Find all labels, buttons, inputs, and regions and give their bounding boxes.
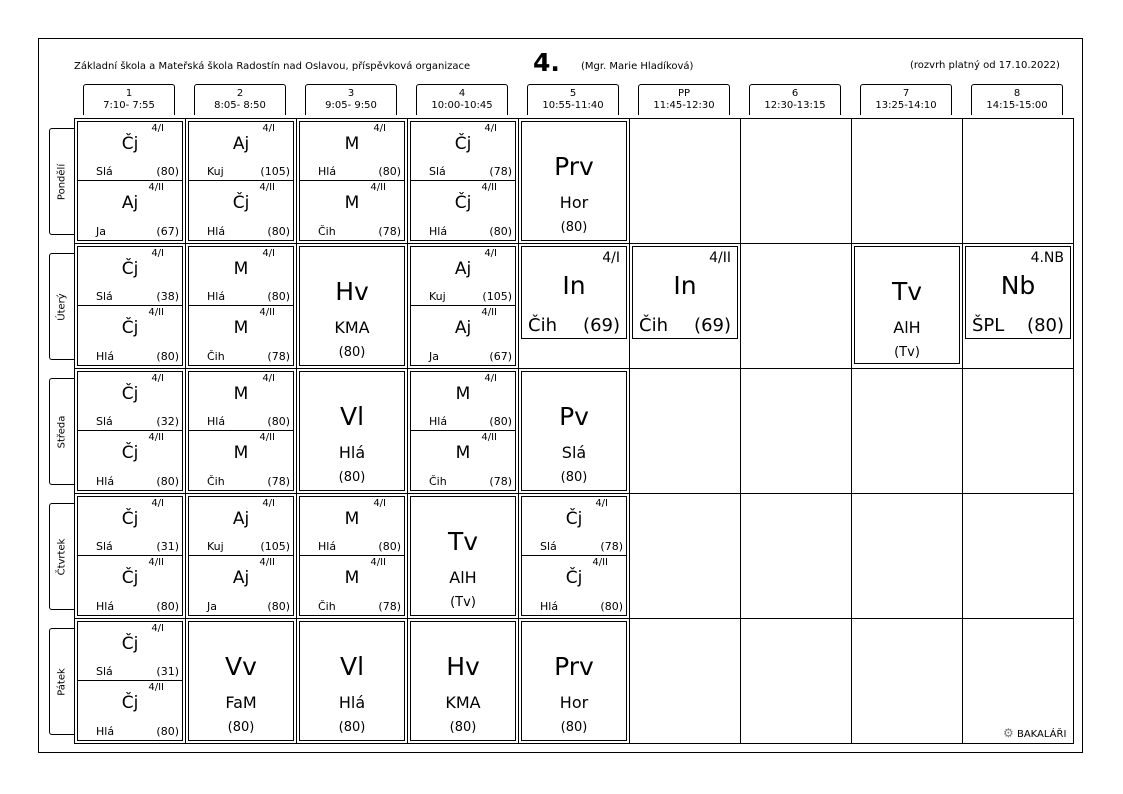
- subject: Hv: [446, 652, 480, 681]
- lesson-group-1[interactable]: [78, 247, 182, 306]
- room: (80): [267, 225, 290, 238]
- subject: Čj: [121, 634, 139, 654]
- gear-icon: ⚙: [1003, 726, 1014, 740]
- lesson-group-1[interactable]: [78, 122, 182, 181]
- room: (Tv): [450, 595, 476, 610]
- lesson-group-2[interactable]: [189, 431, 293, 490]
- lesson-group-2[interactable]: [411, 306, 515, 365]
- lesson-group-2[interactable]: [411, 431, 515, 490]
- subject: Aj: [454, 318, 472, 338]
- lesson-group-1[interactable]: [189, 372, 293, 431]
- group-label: 4/II: [259, 432, 275, 443]
- day-name: Pondělí: [56, 163, 68, 200]
- teacher: ŠPL: [972, 315, 1005, 336]
- group-label: 4/II: [148, 432, 164, 443]
- teacher: Hlá: [429, 225, 448, 238]
- group-label: 4/II: [259, 307, 275, 318]
- period-number: PP: [677, 88, 691, 99]
- group-label: 4/I: [595, 498, 608, 509]
- lesson-group-1[interactable]: [522, 497, 626, 556]
- teacher: Hor: [559, 193, 589, 212]
- group-label: 4/I: [151, 373, 164, 384]
- subject: Čj: [121, 134, 139, 154]
- lesson-group-1[interactable]: [411, 122, 515, 181]
- teacher: Hlá: [318, 165, 337, 178]
- teacher: AlH: [449, 568, 477, 587]
- subject: Aj: [454, 259, 472, 279]
- lesson-group-1[interactable]: [78, 622, 182, 681]
- teacher: Hlá: [96, 600, 115, 613]
- group-label: 4/I: [602, 250, 620, 266]
- group-label: 4/II: [259, 557, 275, 568]
- day-label-4: [49, 503, 74, 610]
- period-time: 14:15-15:00: [986, 100, 1048, 111]
- lesson-cell[interactable]: [410, 246, 516, 366]
- subject: M: [344, 568, 360, 588]
- day-label-5: [49, 628, 74, 735]
- subject: Čj: [454, 193, 472, 213]
- lesson-cell[interactable]: [410, 621, 516, 741]
- teacher: Slá: [96, 665, 113, 678]
- teacher: Slá: [561, 443, 587, 462]
- grid-line-vertical: [407, 118, 408, 743]
- lesson-cell[interactable]: [299, 496, 405, 616]
- grid-line-vertical: [1073, 118, 1074, 743]
- room: (80): [378, 165, 401, 178]
- teacher: Hor: [559, 693, 589, 712]
- teacher: Hlá: [207, 225, 226, 238]
- room: (78): [489, 475, 512, 488]
- teacher: Čih: [207, 475, 225, 488]
- grid-line-horizontal: [74, 368, 1074, 369]
- period-header-7: [860, 84, 952, 115]
- group-label: 4/I: [262, 123, 275, 134]
- class-teacher: (Mgr. Marie Hladíková): [581, 61, 694, 72]
- lesson-group-1[interactable]: [189, 247, 293, 306]
- subject: M: [233, 443, 249, 463]
- room: (78): [489, 165, 512, 178]
- lesson-cell[interactable]: [77, 496, 183, 616]
- subject: Tv: [891, 277, 923, 306]
- grid-line-vertical: [296, 118, 297, 743]
- lesson-cell[interactable]: [632, 246, 738, 339]
- lesson-cell[interactable]: [188, 246, 294, 366]
- room: (80): [489, 415, 512, 428]
- room: (32): [156, 415, 179, 428]
- grid-line-vertical: [629, 118, 630, 743]
- grid-line-vertical: [74, 118, 75, 743]
- room: (105): [260, 540, 290, 553]
- teacher: Hlá: [540, 600, 559, 613]
- subject: Vv: [225, 652, 257, 681]
- period-time: 12:30-13:15: [764, 100, 826, 111]
- teacher: Slá: [540, 540, 557, 553]
- group-label: 4/I: [262, 373, 275, 384]
- validity-note: (rozvrh platný od 17.10.2022): [910, 60, 1060, 71]
- subject: Čj: [565, 568, 583, 588]
- teacher: KMA: [445, 693, 481, 712]
- teacher: Hlá: [96, 725, 115, 738]
- lesson-group-1[interactable]: [189, 122, 293, 181]
- teacher: Slá: [96, 415, 113, 428]
- room: (80): [156, 165, 179, 178]
- room: (78): [267, 475, 290, 488]
- group-label: 4/I: [151, 248, 164, 259]
- teacher: Hlá: [207, 415, 226, 428]
- lesson-group-2[interactable]: [300, 181, 404, 240]
- subject: Tv: [447, 527, 479, 556]
- subject: Prv: [554, 652, 594, 681]
- teacher: Čih: [528, 315, 557, 336]
- teacher: Slá: [96, 540, 113, 553]
- room: (80): [600, 600, 623, 613]
- room: (80): [378, 540, 401, 553]
- lesson-group-2[interactable]: [78, 556, 182, 615]
- subject: M: [344, 193, 360, 213]
- teacher: Slá: [96, 290, 113, 303]
- period-header-6: [749, 84, 841, 115]
- lesson-cell[interactable]: [299, 371, 405, 491]
- subject: Čj: [121, 384, 139, 404]
- lesson-group-2[interactable]: [522, 556, 626, 615]
- group-label: 4/II: [592, 557, 608, 568]
- teacher: Hlá: [96, 350, 115, 363]
- period-time: 13:25-14:10: [875, 100, 937, 111]
- room: (80): [1027, 315, 1064, 336]
- period-time: 11:45-12:30: [653, 100, 715, 111]
- teacher: KMA: [334, 318, 370, 337]
- teacher: Hlá: [318, 540, 337, 553]
- room: (69): [694, 315, 731, 336]
- logo-text: BAKALÁŘI: [1016, 729, 1067, 740]
- lesson-group-1[interactable]: [189, 497, 293, 556]
- subject: Aj: [232, 134, 250, 154]
- day-name: Čtvrtek: [56, 538, 68, 575]
- group-label: 4/I: [151, 498, 164, 509]
- period-time: 10:55-11:40: [542, 100, 604, 111]
- lesson-cell[interactable]: [299, 621, 405, 741]
- lesson-cell[interactable]: [521, 121, 627, 241]
- group-label: 4/I: [484, 373, 497, 384]
- lesson-cell[interactable]: [854, 246, 960, 364]
- day-name: Středa: [56, 415, 68, 448]
- teacher: Hlá: [338, 443, 366, 462]
- subject: Čj: [121, 568, 139, 588]
- lesson-group-1[interactable]: [411, 247, 515, 306]
- lesson-cell[interactable]: [188, 496, 294, 616]
- subject: M: [233, 259, 249, 279]
- teacher: Hlá: [96, 475, 115, 488]
- subject: Prv: [554, 152, 594, 181]
- lesson-group-2[interactable]: [300, 556, 404, 615]
- group-label: 4/I: [262, 498, 275, 509]
- group-label: 4/I: [373, 123, 386, 134]
- lesson-group-2[interactable]: [411, 181, 515, 240]
- subject: Čj: [121, 693, 139, 713]
- room: (78): [600, 540, 623, 553]
- subject: M: [233, 384, 249, 404]
- lesson-group-2[interactable]: [189, 556, 293, 615]
- lesson-cell[interactable]: [77, 371, 183, 491]
- subject: M: [344, 509, 360, 529]
- subject: Čj: [565, 509, 583, 529]
- teacher: Kuj: [429, 290, 446, 303]
- group-label: 4/I: [484, 248, 497, 259]
- day-name: Pátek: [56, 667, 68, 696]
- period-header-3: [305, 84, 397, 115]
- subject: In: [673, 271, 697, 300]
- room: (78): [267, 350, 290, 363]
- lesson-cell[interactable]: [521, 496, 627, 616]
- lesson-group-2[interactable]: [78, 181, 182, 240]
- period-number: 1: [125, 88, 133, 99]
- group-label: 4/II: [148, 557, 164, 568]
- teacher: Čih: [207, 350, 225, 363]
- period-number: 3: [347, 88, 355, 99]
- group-label: 4/II: [481, 432, 497, 443]
- subject: Aj: [121, 193, 139, 213]
- subject: Čj: [121, 509, 139, 529]
- teacher: Hlá: [338, 693, 366, 712]
- grid-line-horizontal: [74, 243, 1074, 244]
- lesson-group-1[interactable]: [300, 497, 404, 556]
- lesson-cell[interactable]: [410, 121, 516, 241]
- lesson-cell[interactable]: [77, 121, 183, 241]
- period-time: 9:05- 9:50: [325, 100, 377, 111]
- room: (80): [156, 350, 179, 363]
- period-header-1: [83, 84, 175, 115]
- room: (80): [227, 720, 255, 735]
- lesson-cell[interactable]: [410, 496, 516, 616]
- day-label-3: [49, 378, 74, 485]
- room: (105): [260, 165, 290, 178]
- grid-line-vertical: [185, 118, 186, 743]
- lesson-group-2[interactable]: [78, 431, 182, 490]
- room: (80): [156, 475, 179, 488]
- lesson-group-2[interactable]: [189, 181, 293, 240]
- subject: Čj: [232, 193, 250, 213]
- room: (78): [378, 225, 401, 238]
- teacher: Slá: [96, 165, 113, 178]
- lesson-group-1[interactable]: [78, 497, 182, 556]
- room: (80): [267, 415, 290, 428]
- room: (80): [560, 720, 588, 735]
- lesson-group-2[interactable]: [78, 306, 182, 365]
- teacher: AlH: [893, 318, 921, 337]
- subject: Aj: [232, 568, 250, 588]
- subject: M: [455, 443, 471, 463]
- room: (80): [560, 220, 588, 235]
- group-label: 4/I: [484, 123, 497, 134]
- subject: M: [344, 134, 360, 154]
- lesson-cell[interactable]: [299, 246, 405, 366]
- teacher: FaM: [225, 693, 257, 712]
- room: (80): [156, 600, 179, 613]
- grid-line-vertical: [962, 118, 963, 743]
- grid-line-horizontal: [74, 618, 1074, 619]
- lesson-cell[interactable]: [521, 246, 627, 339]
- day-label-2: [49, 253, 74, 360]
- group-label: 4/I: [151, 123, 164, 134]
- room: (67): [156, 225, 179, 238]
- lesson-cell[interactable]: [521, 621, 627, 741]
- teacher: Hlá: [207, 290, 226, 303]
- teacher: Čih: [318, 600, 336, 613]
- group-label: 4/II: [148, 307, 164, 318]
- group-label: 4/II: [481, 307, 497, 318]
- period-number: 4: [458, 88, 466, 99]
- teacher: Hlá: [429, 415, 448, 428]
- teacher: Slá: [429, 165, 446, 178]
- group-label: 4/II: [709, 250, 731, 266]
- grid-line-vertical: [851, 118, 852, 743]
- bakalari-logo: [1003, 726, 1066, 740]
- lesson-group-1[interactable]: [300, 122, 404, 181]
- teacher: Ja: [96, 225, 106, 238]
- subject: Vl: [339, 652, 365, 681]
- subject: Čj: [121, 443, 139, 463]
- class-title: 4.: [533, 48, 560, 77]
- period-time: 7:10- 7:55: [103, 100, 155, 111]
- subject: Čj: [454, 134, 472, 154]
- school-name: Základní škola a Mateřská škola Radostín nad Oslavou, příspěvková organizace: [74, 61, 471, 72]
- room: (31): [156, 540, 179, 553]
- room: (80): [489, 225, 512, 238]
- lesson-cell[interactable]: [965, 246, 1071, 339]
- room: (80): [338, 720, 366, 735]
- teacher: Kuj: [207, 165, 224, 178]
- room: (78): [378, 600, 401, 613]
- room: (80): [449, 720, 477, 735]
- subject: M: [233, 318, 249, 338]
- period-header-8: [971, 84, 1063, 115]
- grid-line-vertical: [518, 118, 519, 743]
- period-number: 7: [902, 88, 910, 99]
- room: (80): [267, 600, 290, 613]
- period-number: 5: [569, 88, 577, 99]
- period-header-2: [194, 84, 286, 115]
- lesson-group-1[interactable]: [78, 372, 182, 431]
- lesson-cell[interactable]: [188, 371, 294, 491]
- grid-line-vertical: [740, 118, 741, 743]
- lesson-cell[interactable]: [77, 246, 183, 366]
- group-label: 4/II: [148, 182, 164, 193]
- group-label: 4/II: [370, 182, 386, 193]
- room: (80): [560, 470, 588, 485]
- group-label: 4/II: [148, 682, 164, 693]
- lesson-cell[interactable]: [77, 621, 183, 741]
- group-label: 4.NB: [1030, 250, 1064, 266]
- teacher: Čih: [429, 475, 447, 488]
- day-name: Úterý: [56, 292, 68, 321]
- subject: Aj: [232, 509, 250, 529]
- subject: Vl: [339, 402, 365, 431]
- teacher: Čih: [318, 225, 336, 238]
- lesson-cell[interactable]: [299, 121, 405, 241]
- group-label: 4/II: [259, 182, 275, 193]
- lesson-cell[interactable]: [521, 371, 627, 491]
- subject: Pv: [559, 402, 589, 431]
- subject: Nb: [1000, 271, 1036, 300]
- room: (31): [156, 665, 179, 678]
- group-label: 4/II: [370, 557, 386, 568]
- period-time: 10:00-10:45: [431, 100, 493, 111]
- subject: In: [562, 271, 586, 300]
- room: (80): [156, 725, 179, 738]
- period-number: 2: [236, 88, 244, 99]
- grid-line-horizontal: [74, 743, 1074, 744]
- group-label: 4/I: [373, 498, 386, 509]
- subject: M: [455, 384, 471, 404]
- grid-line-horizontal: [74, 118, 1074, 119]
- teacher: Ja: [207, 600, 217, 613]
- teacher: Čih: [639, 315, 668, 336]
- period-number: 8: [1013, 88, 1021, 99]
- subject: Čj: [121, 259, 139, 279]
- lesson-cell[interactable]: [188, 621, 294, 741]
- teacher: Ja: [429, 350, 439, 363]
- room: (105): [482, 290, 512, 303]
- lesson-group-2[interactable]: [78, 681, 182, 740]
- group-label: 4/I: [151, 623, 164, 634]
- period-time: 8:05- 8:50: [214, 100, 266, 111]
- subject: Čj: [121, 318, 139, 338]
- period-number: 6: [791, 88, 799, 99]
- room: (38): [156, 290, 179, 303]
- room: (Tv): [894, 345, 920, 360]
- room: (69): [583, 315, 620, 336]
- lesson-cell[interactable]: [410, 371, 516, 491]
- period-header-4: [416, 84, 508, 115]
- period-header-5: [527, 84, 619, 115]
- room: (67): [489, 350, 512, 363]
- room: (80): [267, 290, 290, 303]
- subject: Hv: [335, 277, 369, 306]
- room: (80): [338, 470, 366, 485]
- grid-line-horizontal: [74, 493, 1074, 494]
- room: (80): [338, 345, 366, 360]
- period-header-pp: [638, 84, 730, 115]
- teacher: Kuj: [207, 540, 224, 553]
- group-label: 4/I: [262, 248, 275, 259]
- lesson-group-1[interactable]: [411, 372, 515, 431]
- lesson-cell[interactable]: [188, 121, 294, 241]
- lesson-group-2[interactable]: [189, 306, 293, 365]
- group-label: 4/II: [481, 182, 497, 193]
- day-label-1: [49, 128, 74, 235]
